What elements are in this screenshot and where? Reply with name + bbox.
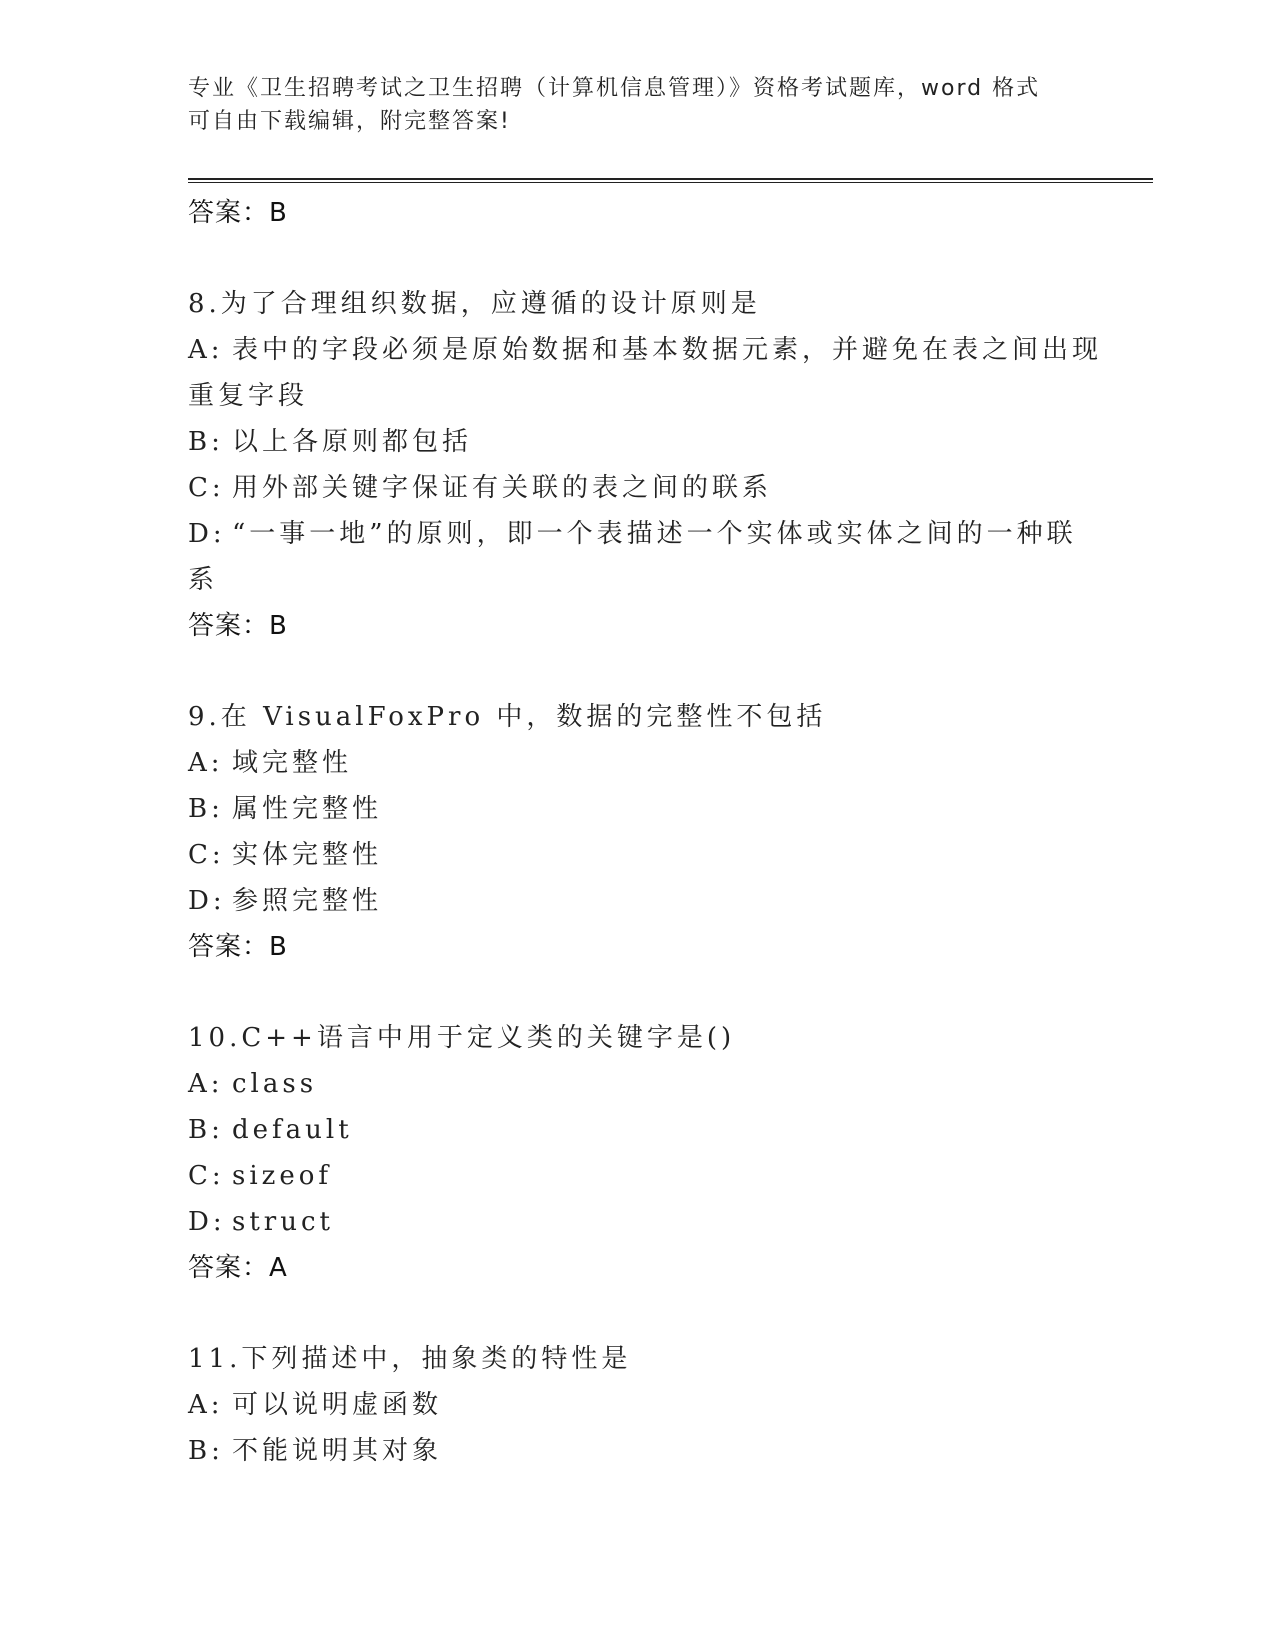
option-text: “一事一地”的原则，即一个表描述一个实体或实体之间的一种联 xyxy=(232,519,1077,549)
option-key: D: xyxy=(188,519,226,549)
option-text: 域完整性 xyxy=(232,748,353,778)
question-11 xyxy=(188,1336,1088,1474)
option-a-continuation: 重复字段 xyxy=(188,381,309,411)
option-key: A: xyxy=(188,1390,224,1420)
answer: 答案：B xyxy=(188,611,288,641)
header-rule-thin xyxy=(188,182,1153,183)
option-a xyxy=(188,1382,1088,1428)
option-c xyxy=(188,465,1088,511)
option-b xyxy=(188,786,1088,832)
option-key: A: xyxy=(188,748,224,778)
option-c xyxy=(188,832,1088,878)
option-text: 表中的字段必须是原始数据和基本数据元素，并避免在表之间出现 xyxy=(232,335,1103,365)
option-key: B: xyxy=(188,427,224,457)
question-stem: 8.为了合理组织数据，应遵循的设计原则是 xyxy=(188,289,761,319)
header-rule-thick xyxy=(188,178,1153,180)
answer: 答案：A xyxy=(188,1253,288,1283)
option-d xyxy=(188,1199,1088,1245)
option-text: 不能说明其对象 xyxy=(232,1436,443,1466)
option-b xyxy=(188,1107,1088,1153)
answer: 答案：B xyxy=(188,932,288,962)
option-key: D: xyxy=(188,886,226,916)
option-text: default xyxy=(232,1115,353,1145)
option-a xyxy=(188,327,1103,373)
option-key: C: xyxy=(188,840,225,870)
option-d xyxy=(188,511,1088,557)
question-10 xyxy=(188,1015,1088,1291)
option-text: 实体完整性 xyxy=(232,840,383,870)
option-text: struct xyxy=(232,1207,334,1237)
option-d-continuation: 系 xyxy=(188,565,219,595)
option-a xyxy=(188,740,1088,786)
option-key: D: xyxy=(188,1207,226,1237)
option-a xyxy=(188,1061,1088,1107)
option-key: A: xyxy=(188,1069,224,1099)
option-text: 参照完整性 xyxy=(232,886,383,916)
question-list xyxy=(188,190,1103,1474)
option-key: B: xyxy=(188,794,224,824)
option-key: C: xyxy=(188,473,225,503)
option-key: B: xyxy=(188,1436,224,1466)
option-d xyxy=(188,878,1088,924)
option-b xyxy=(188,419,1088,465)
question-stem: 9.在 VisualFoxPro 中，数据的完整性不包括 xyxy=(188,702,827,732)
option-key: A: xyxy=(188,335,224,365)
option-key: C: xyxy=(188,1161,225,1191)
question-9 xyxy=(188,694,1088,970)
option-key: B: xyxy=(188,1115,224,1145)
question-stem: 11.下列描述中，抽象类的特性是 xyxy=(188,1344,632,1374)
option-text: sizeof xyxy=(232,1161,333,1191)
header-line-1: 专业《卫生招聘考试之卫生招聘（计算机信息管理）》资格考试题库，word 格式 xyxy=(188,76,1041,101)
option-text: 用外部关键字保证有关联的表之间的联系 xyxy=(232,473,773,503)
question-stem: 10.C++语言中用于定义类的关键字是() xyxy=(188,1023,736,1053)
option-text: 属性完整性 xyxy=(232,794,383,824)
option-text: class xyxy=(232,1069,318,1099)
option-text: 可以说明虚函数 xyxy=(232,1390,443,1420)
document-header xyxy=(188,72,1088,138)
header-line-2: 可自由下载编辑，附完整答案! xyxy=(188,109,511,134)
previous-answer: 答案：B xyxy=(188,198,288,228)
option-text: 以上各原则都包括 xyxy=(232,427,473,457)
option-b xyxy=(188,1428,1088,1474)
question-8 xyxy=(188,281,1103,649)
option-c xyxy=(188,1153,1088,1199)
